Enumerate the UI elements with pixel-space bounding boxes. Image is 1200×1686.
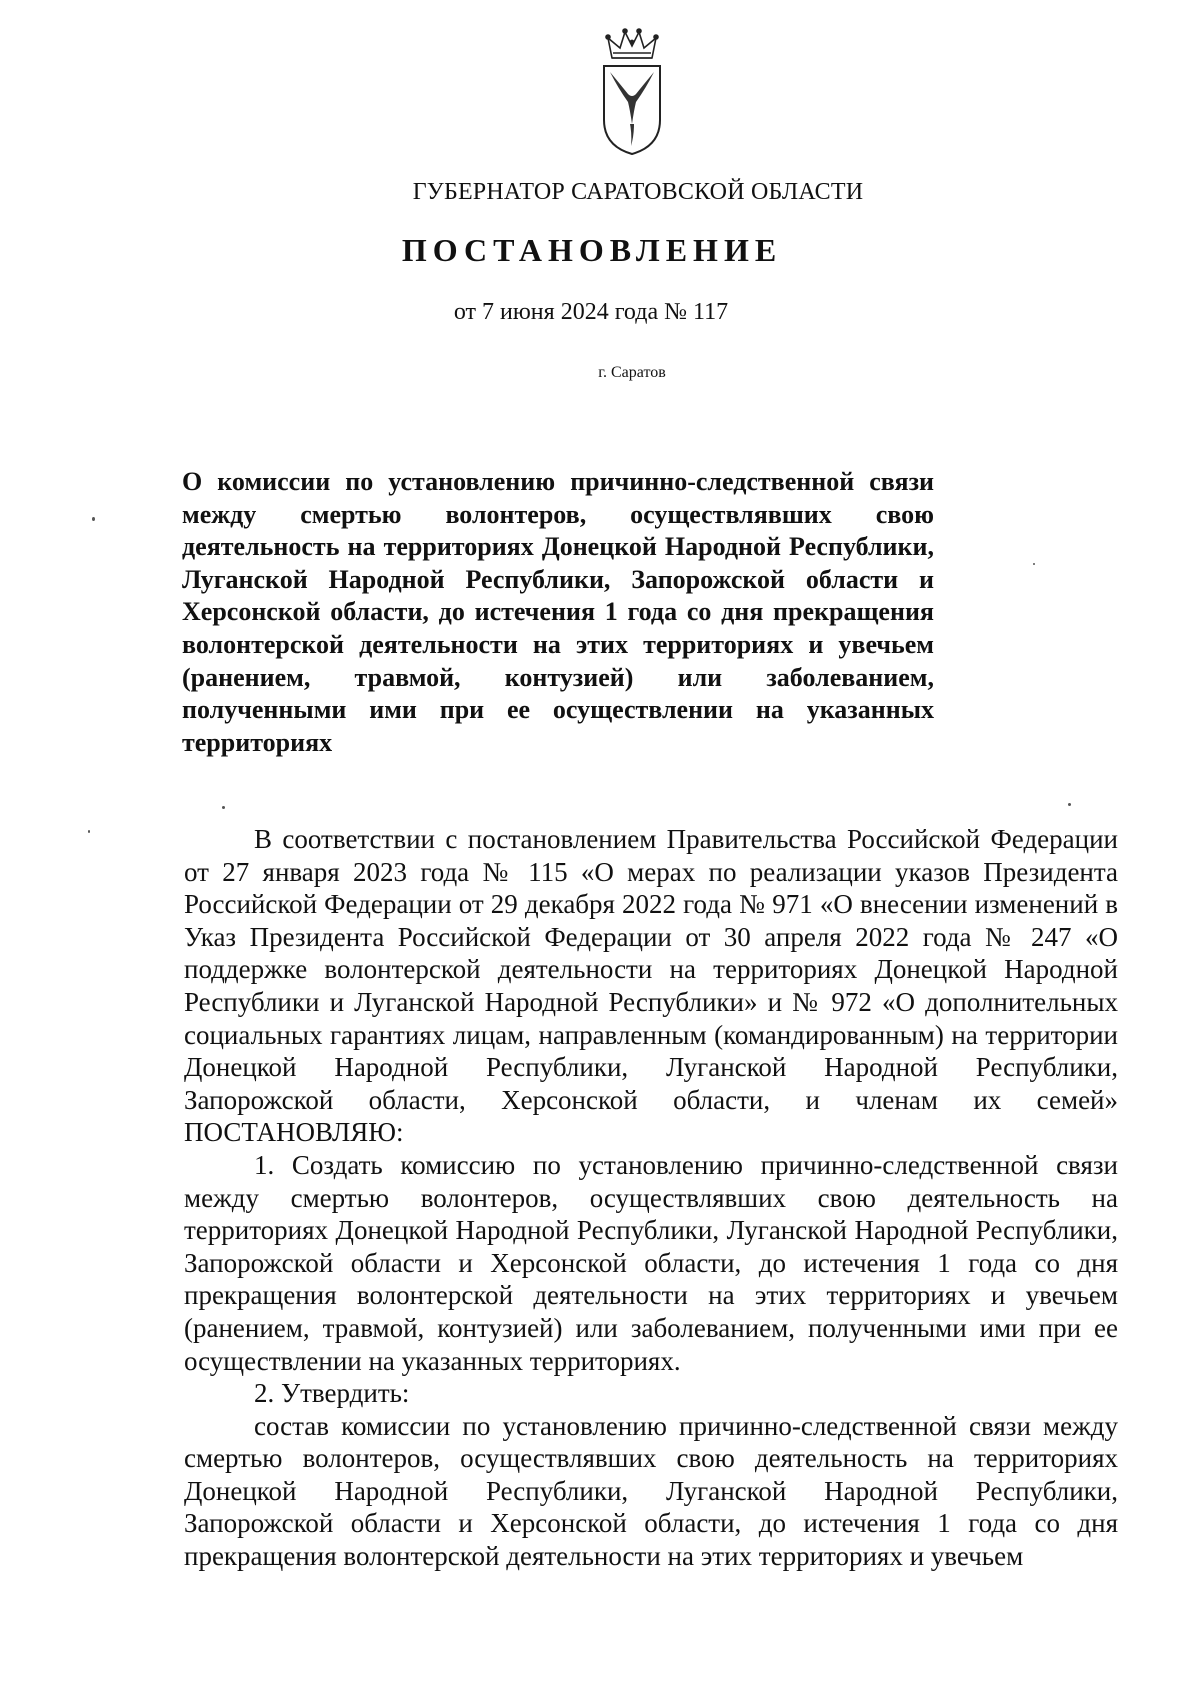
body-paragraph: В соответствии с постановлением Правительства Российской Федерации от 27 января 2023 года № 115 «О мерах по реализации указов Президента Российской Федерации от 29 декабря 2022 года № 971 «О внесении изменений в Указ Президента Российской Федерации от 30 апреля 2022 года № 247 «О поддержке волонтерской деятельности на территориях Донецкой Народной Республики и Луганской Народной Республики» и № 972 «О дополнительных социальных гарантиях лицам, направленным (командированным) на территории Донецкой Народной Республики, Луганской Народной Республики, Запорожской области, Херсонской области, и членам их семей» ПОСТАНОВЛЯЮ: bbox=[184, 824, 1118, 1148]
body-paragraph: 1. Создать комиссию по установлению причинно-следственной связи между смертью волонтеров, осуществлявших свою деятельность на территориях Донецкой Народной Республики, Луганской Народной Республики, Запорожской области и Херсонской области, до истечения 1 года со дня прекращения волонтерской деятельности на этих территориях и увечьем (ранением, травмой, контузией) или заболеванием, полученными ими при ее осуществлении на указанных территориях. bbox=[184, 1149, 1118, 1376]
saratov-coat-of-arms-icon bbox=[598, 28, 666, 156]
document-date-number: от 7 июня 2024 года № 117 bbox=[453, 299, 729, 325]
document-title: О комиссии по установлению причинно-следственной связи между смертью волонтеров, осуществлявших свою деятельность на территориях Донецкой Народной Республики, Луганской Народной Республики, Запорожской области и Херсонской области, до истечения 1 года со дня прекращения волонтерской деятельности на этих территориях и увечьем (ранением, травмой, контузией) или заболеванием, полученными ими при ее осуществлении на указанных территориях bbox=[182, 467, 934, 757]
document-body bbox=[184, 823, 1118, 1573]
document-type-heading: ПОСТАНОВЛЕНИЕ bbox=[401, 232, 783, 268]
scan-speck bbox=[1033, 563, 1035, 565]
scan-speck bbox=[92, 517, 95, 521]
scan-speck bbox=[88, 830, 90, 833]
body-paragraph: состав комиссии по установлению причинно-следственной связи между смертью волонтеров, осуществлявших свою деятельность на территориях Донецкой Народной Республики, Луганской Народной Республики, Запорожской области и Херсонской области, до истечения 1 года со дня прекращения волонтерской деятельности на этих территориях и увечьем bbox=[184, 1410, 1118, 1572]
body-paragraph: 2. Утвердить: bbox=[254, 1378, 410, 1409]
scan-speck bbox=[1068, 803, 1071, 806]
issuing-authority: ГУБЕРНАТОР САРАТОВСКОЙ ОБЛАСТИ bbox=[412, 179, 864, 205]
document-city: г. Саратов bbox=[598, 364, 666, 381]
scan-speck bbox=[222, 806, 225, 809]
